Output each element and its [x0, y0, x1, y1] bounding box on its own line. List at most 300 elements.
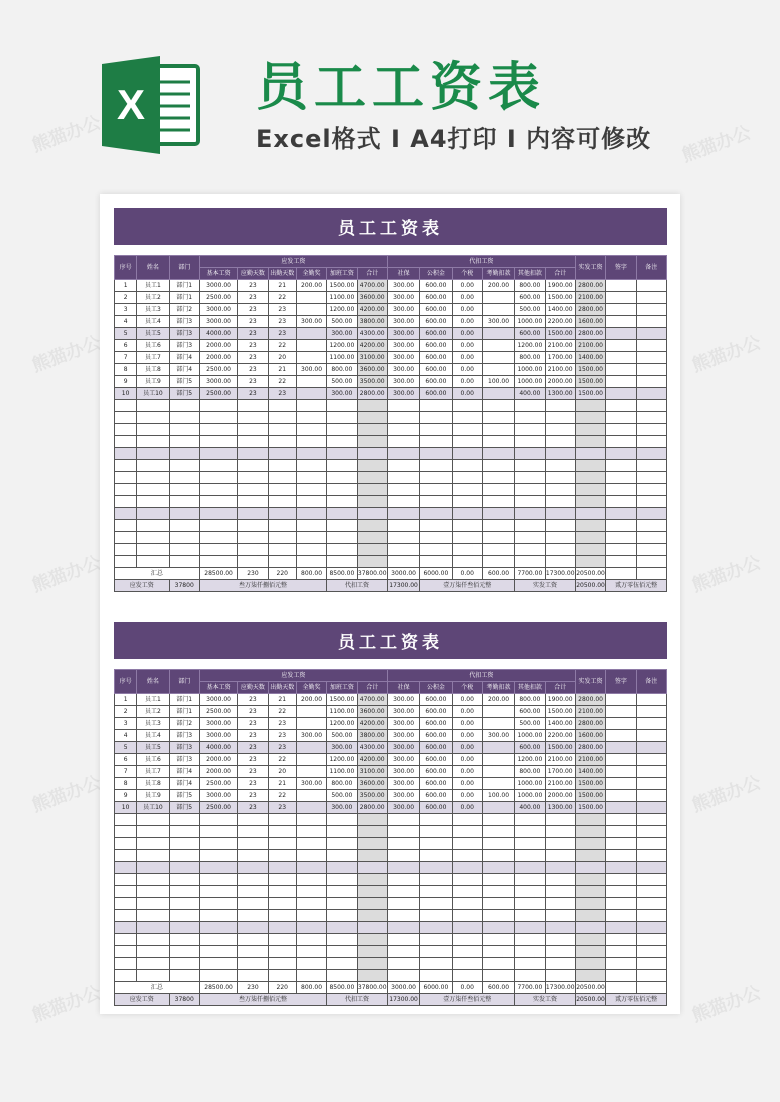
- table-cell: [482, 388, 514, 400]
- table-cell: [482, 862, 514, 874]
- table-cell: [482, 400, 514, 412]
- table-cell: [636, 448, 666, 460]
- table-cell: 0.00: [452, 754, 482, 766]
- table-cell: [137, 400, 169, 412]
- table-cell: [387, 532, 419, 544]
- table-cell: [137, 484, 169, 496]
- table-cell: 1: [115, 694, 137, 706]
- group-header-deduct: 代扣工资: [387, 256, 575, 268]
- table-cell: [115, 496, 137, 508]
- table-cell: [296, 400, 326, 412]
- table-cell: [115, 532, 137, 544]
- table-cell: [296, 958, 326, 970]
- table-cell: [238, 814, 268, 826]
- table-cell: [545, 484, 575, 496]
- table-cell: 1300.00: [545, 802, 575, 814]
- table-cell: 部门4: [169, 778, 199, 790]
- table-cell: 300.00: [387, 352, 419, 364]
- table-cell: [636, 532, 666, 544]
- column-header-deduct_total: 合计: [545, 682, 575, 694]
- table-cell: 0.00: [452, 280, 482, 292]
- table-row: [115, 958, 667, 970]
- table-cell: [199, 970, 237, 982]
- table-cell: [606, 898, 636, 910]
- summary-cell: 0.00: [452, 568, 482, 580]
- table-cell: 1500.00: [575, 364, 605, 376]
- table-cell: [420, 838, 452, 850]
- table-cell: [327, 532, 357, 544]
- table-cell: [545, 472, 575, 484]
- table-cell: [387, 496, 419, 508]
- table-cell: 1100.00: [327, 706, 357, 718]
- table-cell: [268, 472, 296, 484]
- table-row: [115, 946, 667, 958]
- column-header-name: 姓名: [137, 670, 169, 694]
- table-cell: [115, 850, 137, 862]
- table-cell: [545, 814, 575, 826]
- table-cell: [169, 910, 199, 922]
- summary-cell: 28500.00: [199, 568, 237, 580]
- table-cell: 2100.00: [575, 292, 605, 304]
- table-cell: 3800.00: [357, 730, 387, 742]
- table-cell: [268, 814, 296, 826]
- table-cell: [268, 826, 296, 838]
- table-cell: [169, 472, 199, 484]
- footer-due-words: 叁万柒仟捌佰元整: [199, 580, 326, 592]
- table-cell: 4700.00: [357, 694, 387, 706]
- table-cell: 300.00: [387, 742, 419, 754]
- table-cell: 600.00: [420, 316, 452, 328]
- table-cell: [169, 496, 199, 508]
- table-cell: 2100.00: [545, 778, 575, 790]
- table-row: [115, 838, 667, 850]
- table-cell: [452, 838, 482, 850]
- table-cell: [296, 706, 326, 718]
- table-cell: 4: [115, 730, 137, 742]
- table-cell: [606, 826, 636, 838]
- table-cell: [420, 556, 452, 568]
- table-cell: [137, 946, 169, 958]
- group-header-due: 应发工资: [199, 256, 387, 268]
- table-cell: 3100.00: [357, 766, 387, 778]
- table-cell: [636, 400, 666, 412]
- table-cell: 6: [115, 340, 137, 352]
- table-cell: [420, 520, 452, 532]
- table-cell: [268, 874, 296, 886]
- table-cell: 300.00: [387, 778, 419, 790]
- table-cell: [606, 328, 636, 340]
- table-cell: [545, 886, 575, 898]
- table-cell: [199, 520, 237, 532]
- table-cell: [357, 970, 387, 982]
- table-cell: 员工1: [137, 694, 169, 706]
- table-cell: [545, 946, 575, 958]
- table-cell: [115, 970, 137, 982]
- table-cell: [169, 412, 199, 424]
- table-cell: [238, 862, 268, 874]
- table-cell: 部门5: [169, 790, 199, 802]
- table-cell: [357, 814, 387, 826]
- table-row: [115, 376, 667, 388]
- table-cell: [482, 718, 514, 730]
- table-cell: [636, 742, 666, 754]
- column-header-note: 备注: [636, 256, 666, 280]
- table-cell: [515, 496, 545, 508]
- table-cell: 23: [268, 328, 296, 340]
- summary-row: [115, 568, 667, 580]
- table-cell: [575, 460, 605, 472]
- table-cell: [575, 946, 605, 958]
- table-cell: [420, 436, 452, 448]
- table-cell: 3000.00: [199, 376, 237, 388]
- table-cell: [296, 460, 326, 472]
- table-cell: [238, 412, 268, 424]
- watermark: 熊猫办公: [689, 772, 764, 817]
- table-cell: [387, 520, 419, 532]
- table-cell: 1400.00: [575, 352, 605, 364]
- table-cell: [606, 400, 636, 412]
- summary-cell: 3000.00: [387, 568, 419, 580]
- table-cell: [606, 850, 636, 862]
- table-cell: 1: [115, 280, 137, 292]
- table-cell: [482, 292, 514, 304]
- table-cell: 0.00: [452, 802, 482, 814]
- table-cell: [357, 496, 387, 508]
- table-cell: [515, 532, 545, 544]
- table-cell: [268, 484, 296, 496]
- table-cell: 23: [238, 730, 268, 742]
- table-cell: [357, 448, 387, 460]
- table-cell: [115, 412, 137, 424]
- table-cell: [387, 814, 419, 826]
- table-cell: [636, 694, 666, 706]
- table-cell: 0.00: [452, 730, 482, 742]
- table-cell: [296, 850, 326, 862]
- summary-cell: 17300.00: [545, 568, 575, 580]
- footer-deduct-value: 17300.00: [387, 580, 419, 592]
- table-cell: 3000.00: [199, 730, 237, 742]
- table-cell: [515, 946, 545, 958]
- table-cell: 员工5: [137, 328, 169, 340]
- table-cell: [420, 826, 452, 838]
- table-cell: [636, 910, 666, 922]
- table-cell: [115, 922, 137, 934]
- watermark: 熊猫办公: [29, 332, 104, 377]
- table-cell: 600.00: [420, 388, 452, 400]
- table-cell: 23: [238, 718, 268, 730]
- table-cell: [296, 946, 326, 958]
- table-cell: [420, 946, 452, 958]
- footer-deduct-label: 代扣工资: [327, 580, 388, 592]
- table-cell: 3800.00: [357, 316, 387, 328]
- table-cell: [636, 934, 666, 946]
- table-cell: [606, 388, 636, 400]
- table-cell: 2500.00: [199, 706, 237, 718]
- table-cell: [238, 400, 268, 412]
- table-cell: 2100.00: [545, 340, 575, 352]
- table-cell: [137, 874, 169, 886]
- table-cell: [296, 448, 326, 460]
- table-cell: 23: [268, 388, 296, 400]
- table-cell: 22: [268, 754, 296, 766]
- table-cell: 1000.00: [515, 730, 545, 742]
- table-cell: 1500.00: [575, 802, 605, 814]
- table-cell: 600.00: [420, 718, 452, 730]
- table-cell: [238, 958, 268, 970]
- table-cell: 部门1: [169, 694, 199, 706]
- table-cell: [387, 484, 419, 496]
- table-cell: 1500.00: [575, 388, 605, 400]
- table-cell: 4200.00: [357, 718, 387, 730]
- table-cell: [137, 922, 169, 934]
- table-cell: 1100.00: [327, 352, 357, 364]
- table-cell: [482, 814, 514, 826]
- table-cell: 员工8: [137, 778, 169, 790]
- column-header-dept: 部门: [169, 256, 199, 280]
- table-cell: 23: [268, 304, 296, 316]
- table-cell: 100.00: [482, 790, 514, 802]
- table-cell: 3600.00: [357, 706, 387, 718]
- table-cell: [482, 778, 514, 790]
- column-header-overtime: 加班工资: [327, 682, 357, 694]
- table-cell: [636, 352, 666, 364]
- table-row: [115, 886, 667, 898]
- table-cell: [482, 340, 514, 352]
- table-cell: 600.00: [420, 742, 452, 754]
- table-cell: [327, 412, 357, 424]
- table-cell: [515, 934, 545, 946]
- table-cell: [296, 484, 326, 496]
- table-cell: 4300.00: [357, 328, 387, 340]
- table-cell: [452, 814, 482, 826]
- table-cell: [515, 850, 545, 862]
- table-cell: 3: [115, 718, 137, 730]
- summary-cell: 8500.00: [327, 982, 357, 994]
- table-row: [115, 340, 667, 352]
- table-cell: [452, 532, 482, 544]
- table-cell: [606, 436, 636, 448]
- table-cell: 300.00: [387, 364, 419, 376]
- table-cell: 1500.00: [575, 790, 605, 802]
- table-cell: [169, 400, 199, 412]
- table-cell: [327, 460, 357, 472]
- table-cell: 2000.00: [199, 766, 237, 778]
- table-cell: [296, 304, 326, 316]
- table-cell: 2000.00: [199, 754, 237, 766]
- table-cell: [515, 544, 545, 556]
- table-row: [115, 496, 667, 508]
- table-cell: [575, 520, 605, 532]
- table-cell: [452, 922, 482, 934]
- table-cell: [420, 412, 452, 424]
- table-cell: [636, 412, 666, 424]
- table-cell: [169, 484, 199, 496]
- table-cell: 300.00: [387, 316, 419, 328]
- column-header-base: 基本工资: [199, 682, 237, 694]
- table-cell: [575, 424, 605, 436]
- table-cell: [420, 958, 452, 970]
- table-cell: [115, 436, 137, 448]
- table-cell: [296, 520, 326, 532]
- table-cell: 600.00: [420, 376, 452, 388]
- table-cell: [515, 436, 545, 448]
- summary-cell: 220: [268, 568, 296, 580]
- table-cell: [357, 934, 387, 946]
- table-cell: [169, 862, 199, 874]
- footer-deduct-words: 壹万柒仟叁佰元整: [420, 580, 515, 592]
- table-cell: 300.00: [296, 316, 326, 328]
- table-cell: 2800.00: [357, 388, 387, 400]
- table-cell: [137, 934, 169, 946]
- table-cell: [545, 910, 575, 922]
- page-subtitle: Excel格式 I A4打印 I 内容可修改: [256, 125, 652, 153]
- table-cell: [296, 544, 326, 556]
- table-cell: 23: [238, 376, 268, 388]
- table-cell: [636, 886, 666, 898]
- table-cell: [482, 958, 514, 970]
- table-cell: [575, 436, 605, 448]
- table-cell: 员工1: [137, 280, 169, 292]
- table-cell: [357, 922, 387, 934]
- table-cell: 1300.00: [545, 388, 575, 400]
- table-cell: [327, 970, 357, 982]
- table-cell: [115, 484, 137, 496]
- table-cell: [545, 412, 575, 424]
- table-cell: 1000.00: [515, 790, 545, 802]
- svg-text:X: X: [116, 81, 146, 128]
- table-cell: 2800.00: [575, 694, 605, 706]
- table-cell: 200.00: [296, 280, 326, 292]
- table-cell: 1700.00: [545, 766, 575, 778]
- table-cell: 1400.00: [575, 766, 605, 778]
- table-cell: [238, 946, 268, 958]
- table-cell: [327, 400, 357, 412]
- sheet-title: 员工工资表: [114, 622, 667, 659]
- table-cell: [238, 448, 268, 460]
- table-cell: [452, 400, 482, 412]
- table-row: [115, 934, 667, 946]
- summary-cell: [606, 568, 636, 580]
- table-cell: 部门1: [169, 706, 199, 718]
- table-cell: [545, 838, 575, 850]
- table-cell: [636, 460, 666, 472]
- table-cell: 员工9: [137, 790, 169, 802]
- table-cell: [482, 424, 514, 436]
- table-cell: [169, 508, 199, 520]
- table-cell: [357, 826, 387, 838]
- table-cell: 2200.00: [545, 730, 575, 742]
- table-cell: [199, 472, 237, 484]
- table-cell: 1500.00: [545, 706, 575, 718]
- table-cell: 23: [238, 352, 268, 364]
- table-cell: 300.00: [387, 388, 419, 400]
- table-cell: 1600.00: [575, 730, 605, 742]
- table-row: [115, 910, 667, 922]
- summary-cell: 800.00: [296, 568, 326, 580]
- table-cell: [636, 544, 666, 556]
- table-cell: 20: [268, 766, 296, 778]
- table-cell: [420, 922, 452, 934]
- table-cell: [115, 910, 137, 922]
- table-cell: [606, 862, 636, 874]
- table-cell: [268, 850, 296, 862]
- table-cell: [482, 946, 514, 958]
- table-cell: [327, 874, 357, 886]
- table-cell: [387, 400, 419, 412]
- table-cell: [606, 532, 636, 544]
- table-cell: [575, 934, 605, 946]
- table-cell: 5: [115, 328, 137, 340]
- table-cell: [296, 886, 326, 898]
- table-cell: [199, 946, 237, 958]
- table-cell: [482, 460, 514, 472]
- table-cell: 300.00: [387, 766, 419, 778]
- table-cell: [115, 898, 137, 910]
- table-cell: [636, 496, 666, 508]
- table-cell: [137, 508, 169, 520]
- table-cell: [357, 544, 387, 556]
- table-cell: [575, 898, 605, 910]
- table-cell: 500.00: [515, 304, 545, 316]
- watermark: 熊猫办公: [29, 772, 104, 817]
- table-cell: 3000.00: [199, 316, 237, 328]
- table-cell: [575, 814, 605, 826]
- footer-deduct-label: 代扣工资: [327, 994, 388, 1006]
- table-cell: [199, 484, 237, 496]
- table-cell: [606, 910, 636, 922]
- table-cell: [238, 520, 268, 532]
- table-cell: [575, 922, 605, 934]
- table-cell: [199, 934, 237, 946]
- table-cell: [268, 898, 296, 910]
- table-cell: [268, 946, 296, 958]
- table-cell: [482, 970, 514, 982]
- footer-due-value: 37800: [169, 994, 199, 1006]
- column-header-full_bonus: 全勤奖: [296, 268, 326, 280]
- table-cell: [606, 556, 636, 568]
- table-cell: [268, 838, 296, 850]
- table-cell: [327, 556, 357, 568]
- table-cell: [482, 910, 514, 922]
- table-cell: [357, 424, 387, 436]
- table-cell: [296, 754, 326, 766]
- footer-net-label: 实发工资: [515, 994, 576, 1006]
- table-cell: [515, 814, 545, 826]
- table-cell: [636, 508, 666, 520]
- table-cell: 23: [238, 778, 268, 790]
- footer-net-words: 贰万零伍佰元整: [606, 994, 667, 1006]
- table-cell: [137, 496, 169, 508]
- table-cell: 1500.00: [545, 292, 575, 304]
- table-cell: [452, 958, 482, 970]
- summary-cell: 6000.00: [420, 982, 452, 994]
- table-cell: [137, 826, 169, 838]
- table-cell: 1000.00: [515, 376, 545, 388]
- table-cell: [238, 484, 268, 496]
- table-cell: 部门5: [169, 802, 199, 814]
- table-cell: [636, 730, 666, 742]
- table-cell: [636, 970, 666, 982]
- table-cell: 3000.00: [199, 304, 237, 316]
- table-cell: [296, 328, 326, 340]
- table-cell: [296, 376, 326, 388]
- table-cell: [420, 814, 452, 826]
- table-cell: [452, 934, 482, 946]
- table-cell: [636, 364, 666, 376]
- table-cell: [199, 826, 237, 838]
- table-cell: 500.00: [515, 718, 545, 730]
- table-cell: [387, 460, 419, 472]
